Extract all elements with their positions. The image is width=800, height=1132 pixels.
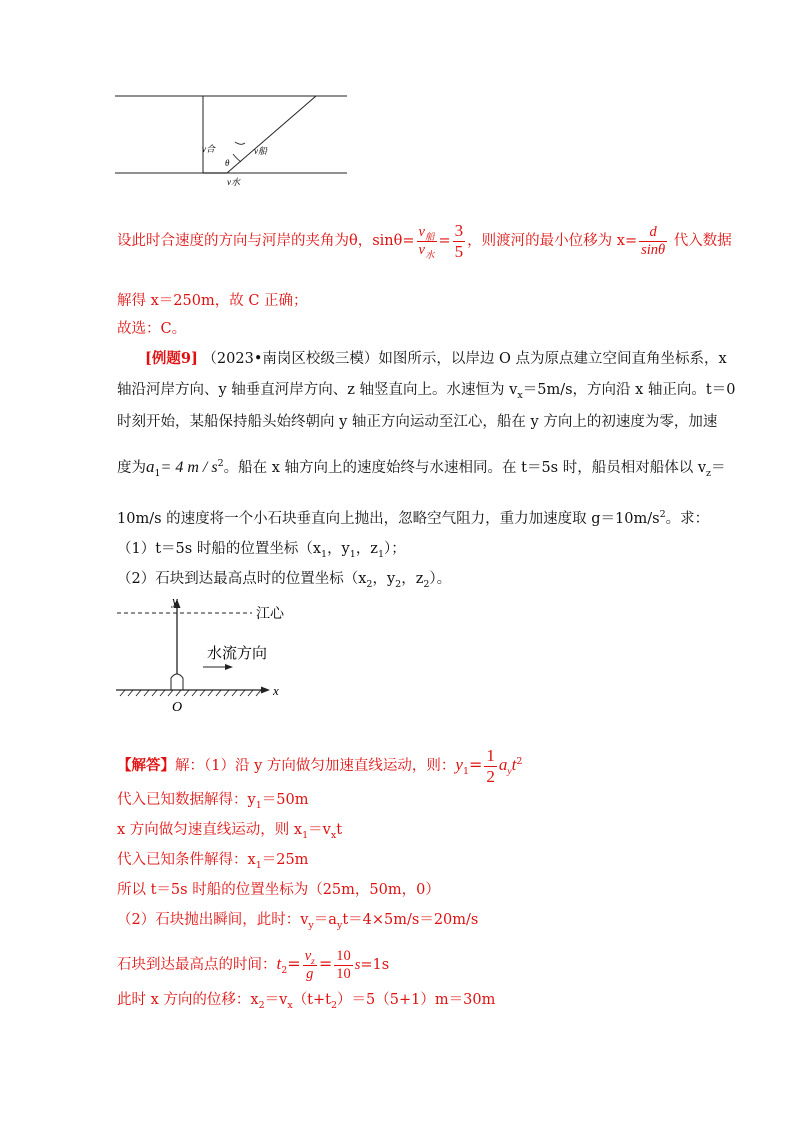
- answer-line-4: 代入已知条件解得：$x_1=25m$: [117, 852, 309, 871]
- theta-label: θ: [225, 158, 230, 168]
- fraction-vz-over-g: $\frac{v_z}{g}$: [304, 948, 315, 982]
- fraction-ten-over-ten: $\frac{10}{10}$: [336, 948, 351, 982]
- fraction-d-over-sin: $\frac{d}{\sin\theta}$: [641, 223, 666, 258]
- flow-direction-label: 水流方向: [207, 646, 268, 662]
- v-chuan-label: v船: [254, 146, 267, 156]
- question-2: （2）石块到达最高点时的位置坐标（$x_2$，$y_2$，$z_2$）。: [117, 571, 452, 590]
- small-arc: [235, 142, 245, 144]
- answer-line-8: 此时 x 方向的位移：$x_2=v_x(t+t_2)=5(5+1)m=30m$: [117, 992, 496, 1011]
- boat-shape: [171, 674, 183, 690]
- choice-line: 故选：C。: [117, 321, 187, 337]
- answer-line-3: x 方向做匀速直线运动，则 $x_1=v_xt$: [117, 822, 343, 841]
- example-line-4: 度为$a_1= 4$ m / $s^2$。船在 x 轴方向上的速度始终与水速相同。在 t＝5s 时，船员相对船体以 $v_z=$: [117, 457, 726, 479]
- answer-line-1: 【解答】解：（1）沿 y 方向做匀加速直线运动，则：$y_1=$ $\frac{1}{2}$ $a_yt^2$: [117, 746, 523, 786]
- v-shui-label: v水: [227, 177, 240, 187]
- origin-label: O: [172, 700, 183, 715]
- fraction-one-half: $\frac{1}{2}$: [486, 746, 495, 786]
- example-line-3: 时刻开始，某船保持船头始终朝向 y 轴正方向运动至江心，船在 y 方向上的初速度为零，加速: [117, 414, 718, 430]
- x-axis-label: x: [273, 683, 279, 698]
- y-axis-label: y: [172, 593, 178, 608]
- v-he-label: v合: [202, 144, 215, 154]
- theta-arc: [233, 154, 241, 162]
- x-axis-arrowhead: [261, 687, 270, 694]
- boat-coordinate-diagram: [112, 590, 292, 718]
- answer-line-2: 代入已知数据解得：$y_1=50m$: [117, 792, 309, 811]
- solve-line: 解得 x＝250m，故 C 正确；: [117, 293, 308, 309]
- river-center-label: 江心: [256, 607, 284, 622]
- answer-line-7: 石块到达最高点的时间：$t_2=$ $\frac{v_z}{g}$ = $\frac{10}{10}$ s=1s: [117, 948, 390, 982]
- answer-line-6: （2）石块抛出瞬间，此时：$v_y=a_yt=4\times 5m/s=20m/s$: [117, 912, 479, 931]
- fraction-three-fifths: $\frac{3}{5}$: [454, 221, 464, 261]
- answer-tag: 【解答】: [117, 757, 175, 775]
- example-line-2: 轴沿河岸方向、y 轴垂直河岸方向、z 轴竖直向上。水速恒为 $v_x=5m/s$，方向沿 x 轴正向。t＝0: [117, 382, 736, 401]
- example-tag: [例题9]: [145, 350, 198, 367]
- fraction-v-ratio: $\frac{v_船}{v_水}$: [418, 223, 435, 261]
- example-line-1: [例题9] （2023•南岗区校级三模）如图所示，以岸边 O 点为原点建立空间直角坐标系，x: [145, 350, 727, 367]
- answer-line-5: 所以 t＝5s 时船的位置坐标为（25m，50m，0）: [117, 882, 440, 898]
- example-line-5: 10m/s 的速度将一个小石块垂直向上抛出，忽略空气阻力，重力加速度取 $g=10m/s^2$。求：: [117, 509, 710, 527]
- bank-hatching: [120, 690, 261, 696]
- question-1: （1）t＝5s 时船的位置坐标（$x_1$，$y_1$，$z_1$）；: [117, 541, 406, 560]
- vector-diagram: [105, 88, 365, 190]
- sin-theta-paragraph: 设此时合速度的方向与河岸的夹角为θ，sinθ= $\frac{v_船}{v_水}$ = $\frac{3}{5}$ ，则渡河的最小位移为 x= $\frac{d}{\sin\theta}$ 代入数据: [117, 221, 732, 261]
- flow-arrowhead: [225, 664, 233, 670]
